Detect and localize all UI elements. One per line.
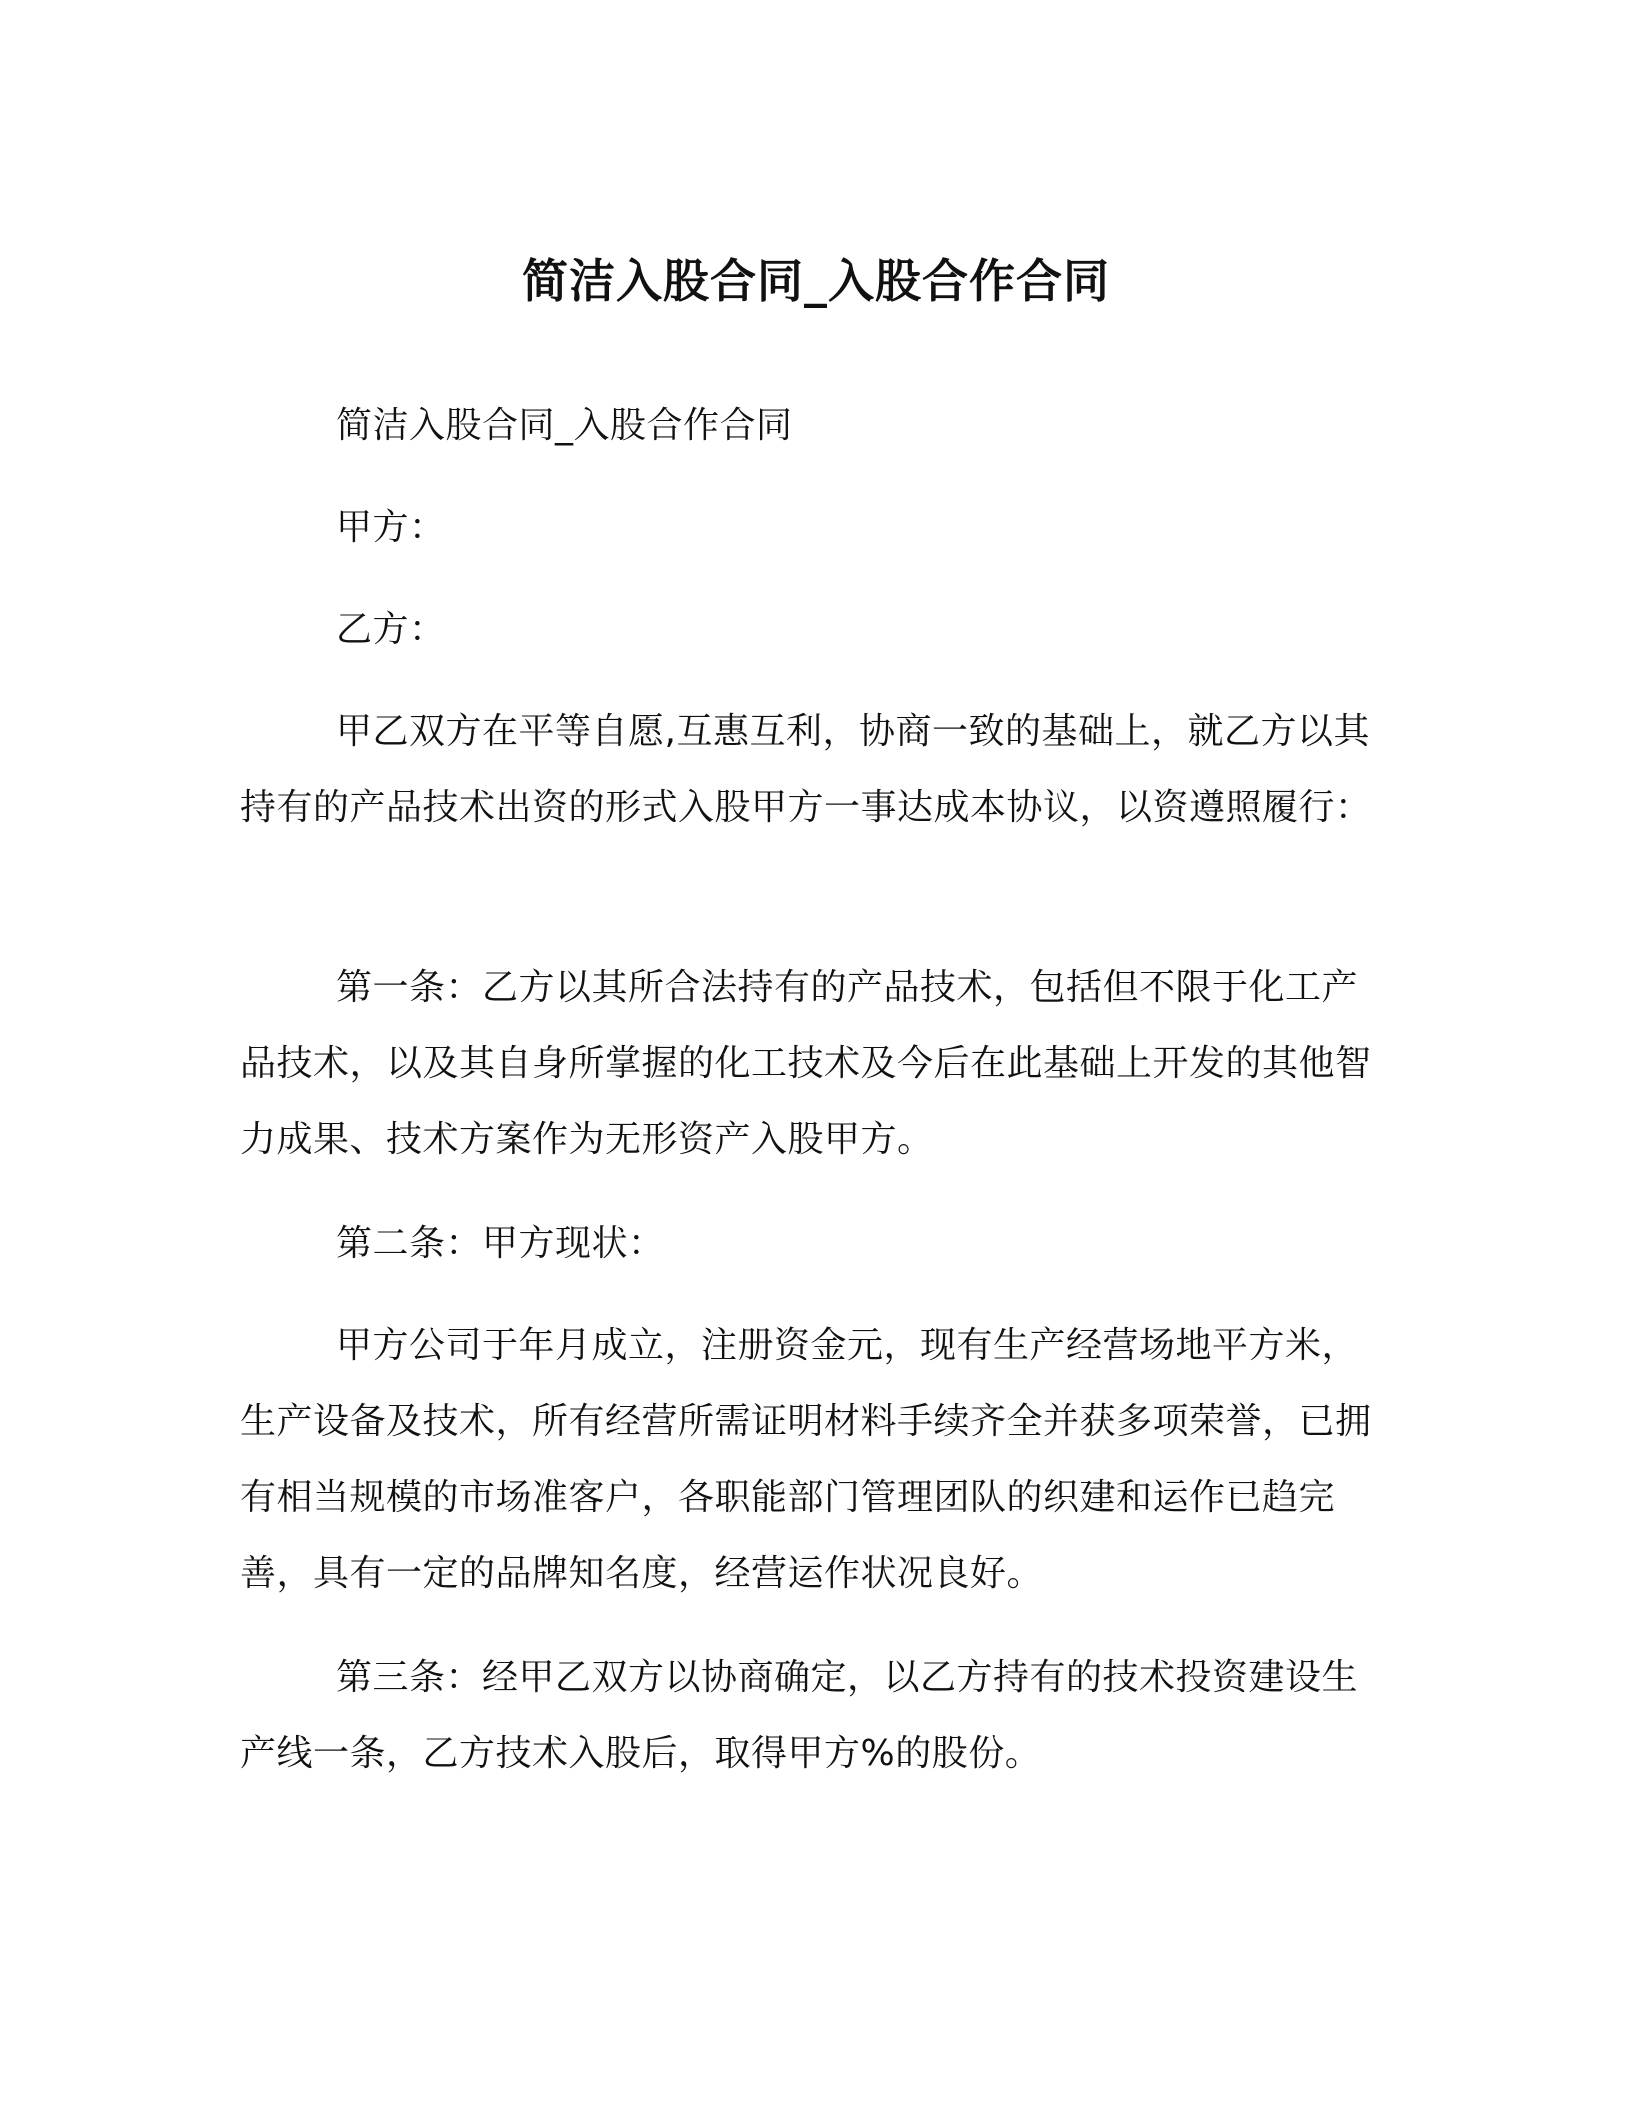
document-title: 简洁入股合同_入股合作合同 bbox=[522, 253, 1110, 308]
party-a-line: 甲方： bbox=[336, 507, 446, 548]
article-two-heading: 第二条：甲方现状： bbox=[336, 1223, 665, 1264]
intro-heading: 简洁入股合同_入股合作合同 bbox=[336, 405, 793, 446]
party-a-status-paragraph: 甲方公司于年月成立，注册资金元，现有生产经营场地平方米，生产设备及技术，所有经营所需证明材料手续齐全并获多项荣誉，已拥有相当规模的市场准客户，各职能部门管理团队的织建和运作已趋完善，具有一定的品牌知名度，经营运作状况良好。 bbox=[240, 1325, 1372, 1594]
preamble-paragraph: 甲乙双方在平等自愿,互惠互利，协商一致的基础上，就乙方以其持有的产品技术出资的形式入股甲方一事达成本协议，以资遵照履行： bbox=[240, 711, 1372, 828]
party-b-line: 乙方： bbox=[336, 609, 446, 650]
article-one-paragraph: 第一条：乙方以其所合法持有的产品技术，包括但不限于化工产品技术，以及其自身所掌握的化工技术及今后在此基础上开发的其他智力成果、技术方案作为无形资产入股甲方。 bbox=[240, 967, 1372, 1160]
article-three-paragraph: 第三条：经甲乙双方以协商确定，以乙方持有的技术投资建设生产线一条，乙方技术入股后，取得甲方%的股份。 bbox=[240, 1657, 1359, 1774]
